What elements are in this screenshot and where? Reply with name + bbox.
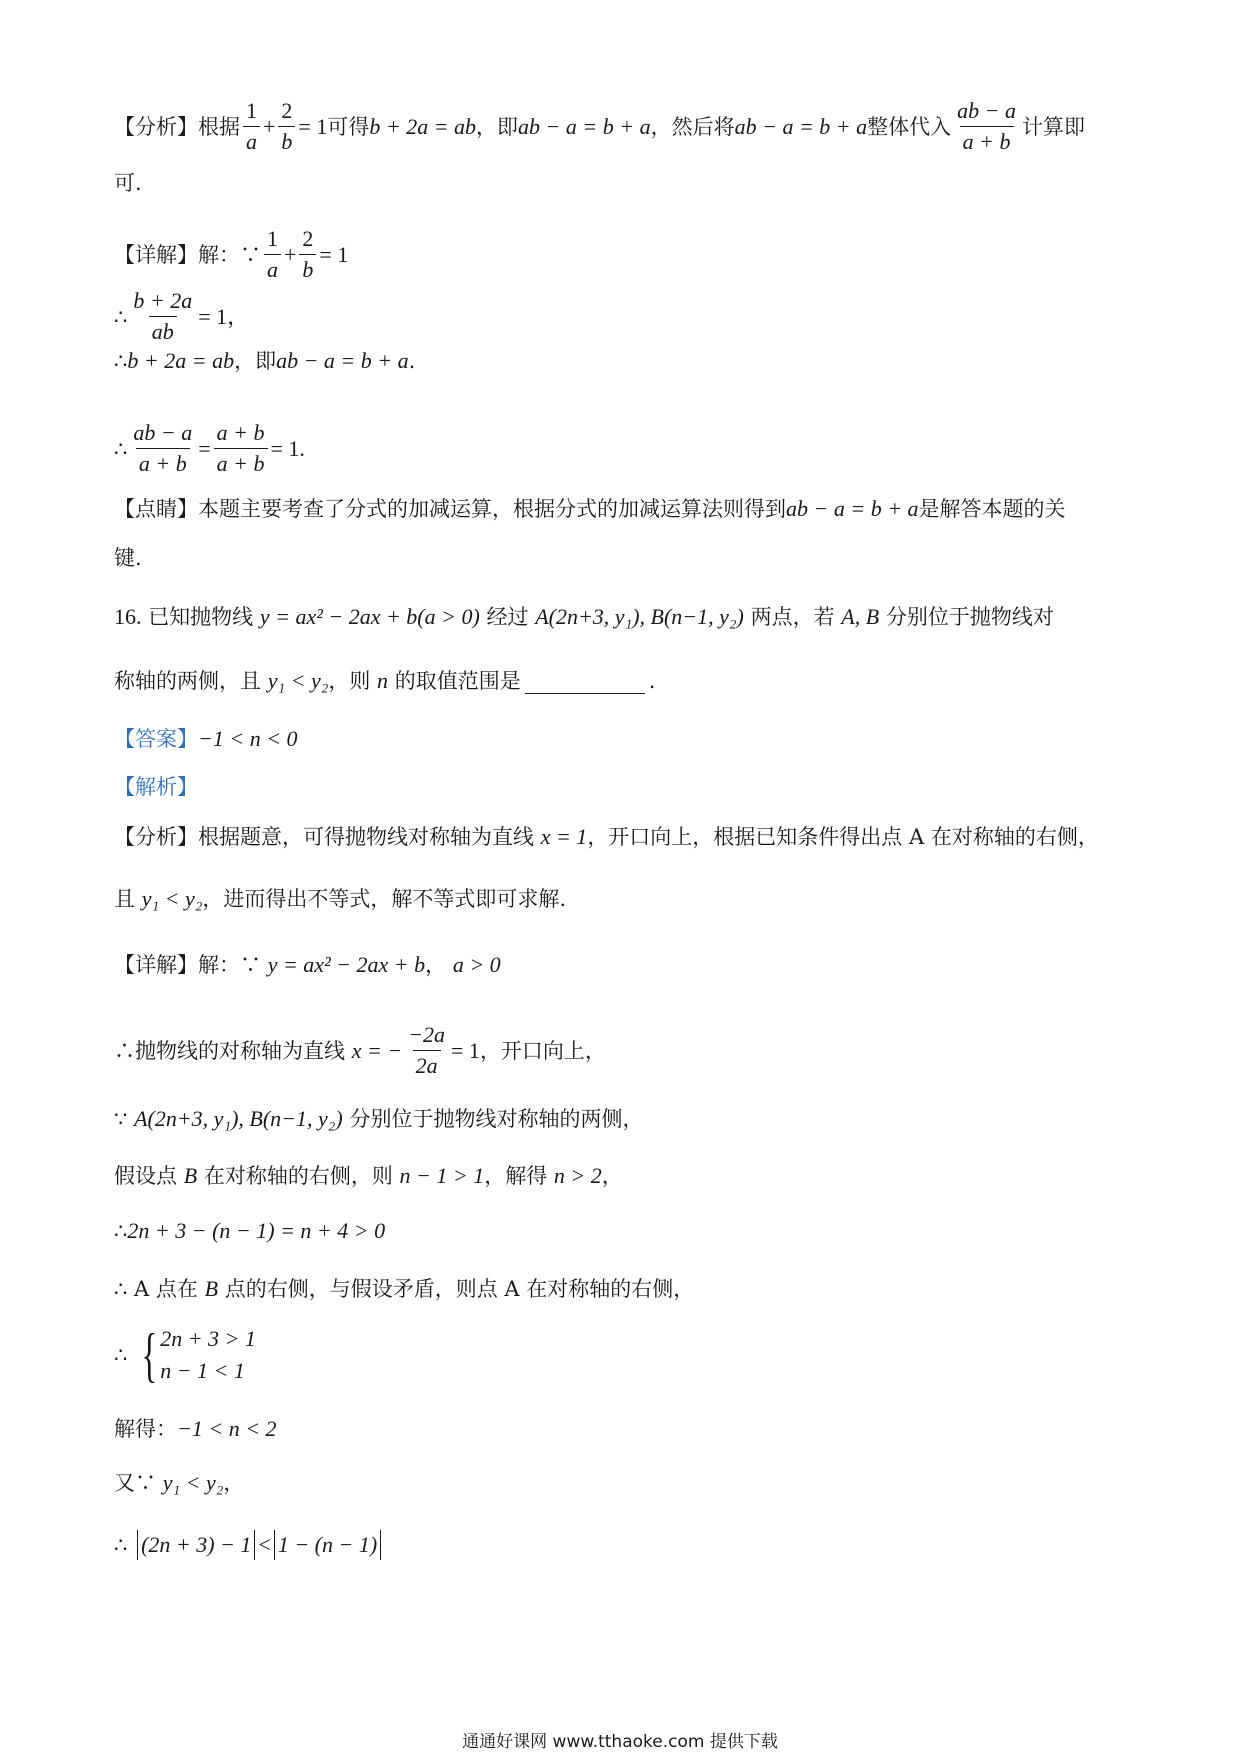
key-point-paragraph-cont: 键. [114, 546, 142, 570]
solution-analysis: 【分析】 根据题意，可得抛物线对称轴为直线 x = 1 ，开口向上，根据已知条件得出点 A 在对称轴的右侧， [114, 824, 1099, 849]
solution-detail-5: ∴ 2n + 3 − (n − 1) = n + 4 > 0 [114, 1218, 386, 1243]
fraction: $\frac{1}{a}$ [243, 96, 260, 157]
solution-system: ∴ { 2n + 3 > 1 n − 1 < 1 [114, 1322, 256, 1388]
fraction: $\frac{2}{b}$ [299, 224, 316, 285]
question-16-cont: 称轴的两侧，且 y₁ < y₂ ，则 n 的取值范围是 . [114, 668, 656, 693]
analysis-paragraph: 【分析】 根据 $\frac{1}{a}$ + $\frac{2}{b}$ = 1 可得 b + 2a = ab ，即 ab − a = b + a ，然后将 ab − a = b + a 整体代入 $\frac{ab - a}{a + b}$ 计算即 [114, 96, 1085, 157]
absolute-value: 1 − (n − 1) [274, 1530, 381, 1560]
question-16: 16. 已知抛物线 y = ax² − 2ax + b(a > 0) 经过 A(2n+3, y₁), B(n−1, y₂) 两点，若 A, B 分别位于抛物线对 [114, 604, 1054, 629]
answer-line: 【答案】 −1 < n < 0 [114, 724, 298, 754]
fraction: $\frac{b + 2a}{ab}$ [130, 286, 195, 347]
solution-detail-4: 假设点 B 在对称轴的右侧，则 n − 1 > 1 ，解得 n > 2 ， [114, 1163, 623, 1188]
solution-detail-2: ∴抛物线的对称轴为直线 x = − $\frac{-2a}{2a}$ = 1 ，开口向上， [114, 1020, 606, 1081]
absolute-value: (2n + 3) − 1 [137, 1530, 255, 1560]
solution-analysis-cont: 且 y₁ < y₂ ，进而得出不等式，解不等式即可求解. [114, 886, 567, 911]
fraction: $\frac{ab - a}{a + b}$ [130, 418, 195, 479]
detail-line-1: 【详解】 解：∵ $\frac{1}{a}$ + $\frac{2}{b}$ = 1 [114, 224, 348, 285]
key-point-paragraph: 【点睛】 本题主要考查了分式的加减运算，根据分式的加减运算法则得到 ab − a = b + a 是解答本题的关 [114, 496, 1066, 521]
tag-analysis-heading: 【解析】 [114, 775, 198, 799]
fraction: $\frac{a + b}{a + b}$ [214, 418, 268, 479]
detail-line-4: ∴ $\frac{ab - a}{a + b}$ = $\frac{a + b}{a + b}$ = 1. [114, 418, 305, 479]
page-footer: 通通好课网 www.tthaoke.com 提供下载 [462, 1732, 778, 1752]
brace-icon: { [141, 1322, 158, 1388]
solution-detail-7: 解得： −1 < n < 2 [114, 1416, 277, 1441]
solution-detail-3: ∵ A(2n+3, y₁), B(n−1, y₂) 分别位于抛物线对称轴的两侧， [114, 1106, 644, 1131]
fraction: $\frac{-2a}{2a}$ [405, 1020, 448, 1081]
fraction: $\frac{ab - a}{a + b}$ [954, 96, 1019, 157]
inequality-system: { 2n + 3 > 1 n − 1 < 1 [141, 1322, 256, 1388]
fraction: $\frac{1}{a}$ [264, 224, 281, 285]
analysis-heading [114, 772, 198, 802]
analysis-paragraph-cont: 可. [114, 171, 142, 195]
solution-detail-6: ∴ A 点在 B 点的右侧，与假设矛盾，则点 A 在对称轴的右侧， [114, 1276, 695, 1301]
tag-answer: 【答案】 [114, 727, 198, 751]
solution-detail-1: 【详解】 解：∵ y = ax² − 2ax + b ， a > 0 [114, 952, 501, 977]
fraction: $\frac{2}{b}$ [278, 96, 295, 157]
answer-blank [525, 669, 645, 694]
detail-line-3: ∴ b + 2a = ab ，即 ab − a = b + a . [114, 348, 416, 373]
detail-line-2: ∴ $\frac{b + 2a}{ab}$ = 1， [114, 286, 249, 347]
solution-detail-9: ∴ (2n + 3) − 1 < 1 − (n − 1) [114, 1530, 384, 1560]
tag-analysis: 【分析】 [114, 114, 198, 139]
solution-detail-8: 又∵ y₁ < y₂ ， [114, 1470, 245, 1495]
